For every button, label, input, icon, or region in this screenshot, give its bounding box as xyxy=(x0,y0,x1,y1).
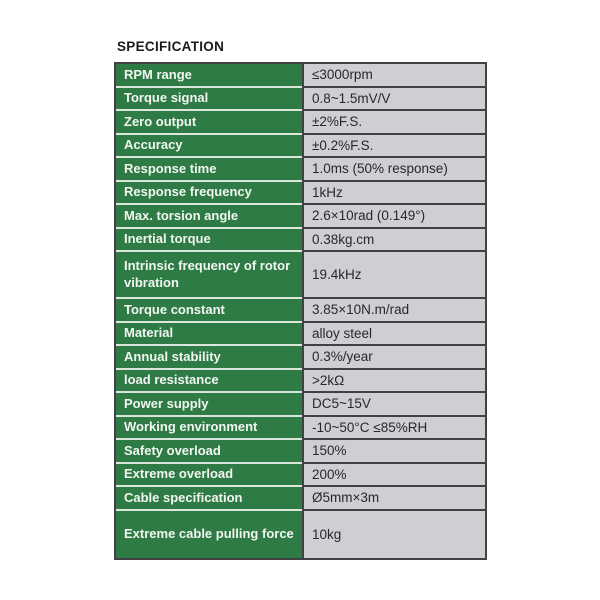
table-row xyxy=(116,370,485,394)
spec-value: 0.8~1.5mV/V xyxy=(302,88,485,112)
spec-value: >2kΩ xyxy=(302,370,485,394)
spec-value: ±2%F.S. xyxy=(302,111,485,135)
table-row xyxy=(116,135,485,159)
spec-value: 19.4kHz xyxy=(302,252,485,299)
table-row xyxy=(116,182,485,206)
spec-value: 0.38kg.cm xyxy=(302,229,485,253)
spec-label: Working environment xyxy=(116,417,302,441)
spec-label: Accuracy xyxy=(116,135,302,159)
spec-label: Material xyxy=(116,323,302,347)
table-row xyxy=(116,487,485,511)
table-row xyxy=(116,464,485,488)
table-row xyxy=(116,158,485,182)
spec-label: Extreme overload xyxy=(116,464,302,488)
spec-value: 0.3%/year xyxy=(302,346,485,370)
table-row xyxy=(116,346,485,370)
specification-table xyxy=(114,62,487,560)
table-row xyxy=(116,88,485,112)
spec-label: Annual stability xyxy=(116,346,302,370)
table-row xyxy=(116,417,485,441)
spec-value: 1.0ms (50% response) xyxy=(302,158,485,182)
spec-value: DC5~15V xyxy=(302,393,485,417)
spec-label: Response time xyxy=(116,158,302,182)
spec-label: Cable specification xyxy=(116,487,302,511)
spec-value: 2.6×10rad (0.149°) xyxy=(302,205,485,229)
table-row xyxy=(116,511,485,558)
table-row xyxy=(116,440,485,464)
spec-label: Extreme cable pulling force xyxy=(116,511,302,558)
table-row xyxy=(116,323,485,347)
page-title: SPECIFICATION xyxy=(117,39,225,54)
spec-value: alloy steel xyxy=(302,323,485,347)
spec-value: 1kHz xyxy=(302,182,485,206)
spec-label: Torque signal xyxy=(116,88,302,112)
spec-label: Power supply xyxy=(116,393,302,417)
spec-label: Safety overload xyxy=(116,440,302,464)
spec-value: 10kg xyxy=(302,511,485,558)
spec-value: Ø5mm×3m xyxy=(302,487,485,511)
spec-label: Zero output xyxy=(116,111,302,135)
table-row xyxy=(116,64,485,88)
table-row xyxy=(116,205,485,229)
spec-value: -10~50°C ≤85%RH xyxy=(302,417,485,441)
table-row xyxy=(116,111,485,135)
spec-label: Intrinsic frequency of rotor vibration xyxy=(116,252,302,299)
table-row xyxy=(116,229,485,253)
spec-value: 200% xyxy=(302,464,485,488)
spec-value: 150% xyxy=(302,440,485,464)
spec-label: Response frequency xyxy=(116,182,302,206)
table-row xyxy=(116,393,485,417)
spec-value: ≤3000rpm xyxy=(302,64,485,88)
spec-value: 3.85×10N.m/rad xyxy=(302,299,485,323)
spec-label: Torque constant xyxy=(116,299,302,323)
spec-label: Inertial torque xyxy=(116,229,302,253)
table-row xyxy=(116,299,485,323)
spec-label: load resistance xyxy=(116,370,302,394)
table-row xyxy=(116,252,485,299)
spec-value: ±0.2%F.S. xyxy=(302,135,485,159)
spec-label: Max. torsion angle xyxy=(116,205,302,229)
spec-label: RPM range xyxy=(116,64,302,88)
